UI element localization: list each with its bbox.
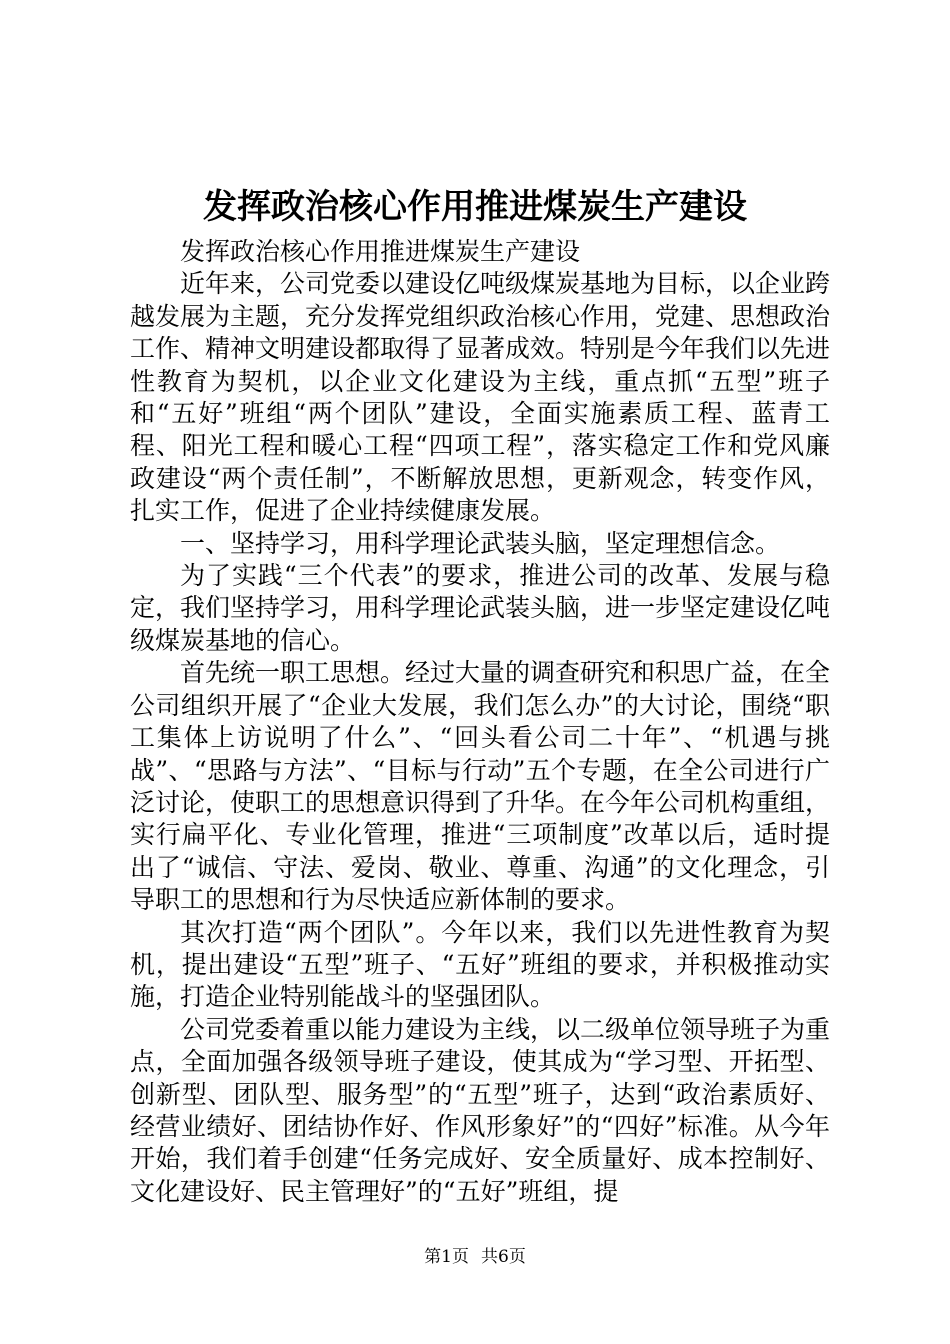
paragraph: 公司党委着重以能力建设为主线，以二级单位领导班子为重点，全面加强各级领导班子建设，使其成为“学习型、开拓型、创新型、团队型、服务型”的“五型”班子，达到“政治素质好、经营业绩好、团结协作好、作风形象好”的“四好”标准。从今年开始，我们着手创建“任务完成好、安全质量好、成本控制好、文化建设好、民主管理好”的“五好”班组，提 [130, 1014, 831, 1206]
paragraph: 发挥政治核心作用推进煤炭生产建设 [180, 237, 581, 266]
paragraph: 首先统一职工思想。经过大量的调查研究和积思广益，在全公司组织开展了“企业大发展，我们怎么办”的大讨论，围绕“职工集体上访说明了什么”、“回头看公司二十年”、“机遇与挑战”、“思路与方法”、“目标与行动”五个专题，在全公司进行广泛讨论，使职工的思想意识得到了升华。在今年公司机构重组，实行扁平化、专业化管理，推进“三项制度”改革以后，适时提出了“诚信、守法、爱岗、敬业、尊重、沟通”的文化理念，引导职工的思想和行为尽快适应新体制的要求。 [130, 658, 831, 915]
page-number: 第1页 [424, 1247, 469, 1267]
paragraph: 为了实践“三个代表”的要求，推进公司的改革、发展与稳定，我们坚持学习，用科学理论武装头脑，进一步坚定建设亿吨级煤炭基地的信心。 [130, 561, 831, 655]
section-heading: 一、坚持学习，用科学理论武装头脑，坚定理想信念。 [180, 528, 781, 558]
paragraph: 其次打造“两个团队”。今年以来，我们以先进性教育为契机，提出建设“五型”班子、“五好”班组的要求，并积极推动实施，打造企业特别能战斗的坚强团队。 [130, 917, 830, 1012]
document-title: 发挥政治核心作用推进煤炭生产建设 [203, 187, 747, 227]
document-body [130, 236, 830, 1208]
paragraph: 近年来，公司党委以建设亿吨级煤炭基地为目标，以企业跨越发展为主题，充分发挥党组织政治核心作用，党建、思想政治工作、精神文明建设都取得了显著成效。特别是今年我们以先进性教育为契机，以企业文化建设为主线，重点抓“五型”班子和“五好”班组“两个团队”建设，全面实施素质工程、蓝青工程、阳光工程和暖心工程“四项工程”，落实稳定工作和党风廉政建设“两个责任制”，不断解放思想，更新观念，转变作风，扎实工作，促进了企业持续健康发展。 [130, 269, 831, 526]
page-footer [0, 1245, 950, 1269]
page-total: 共6页 [481, 1247, 526, 1267]
